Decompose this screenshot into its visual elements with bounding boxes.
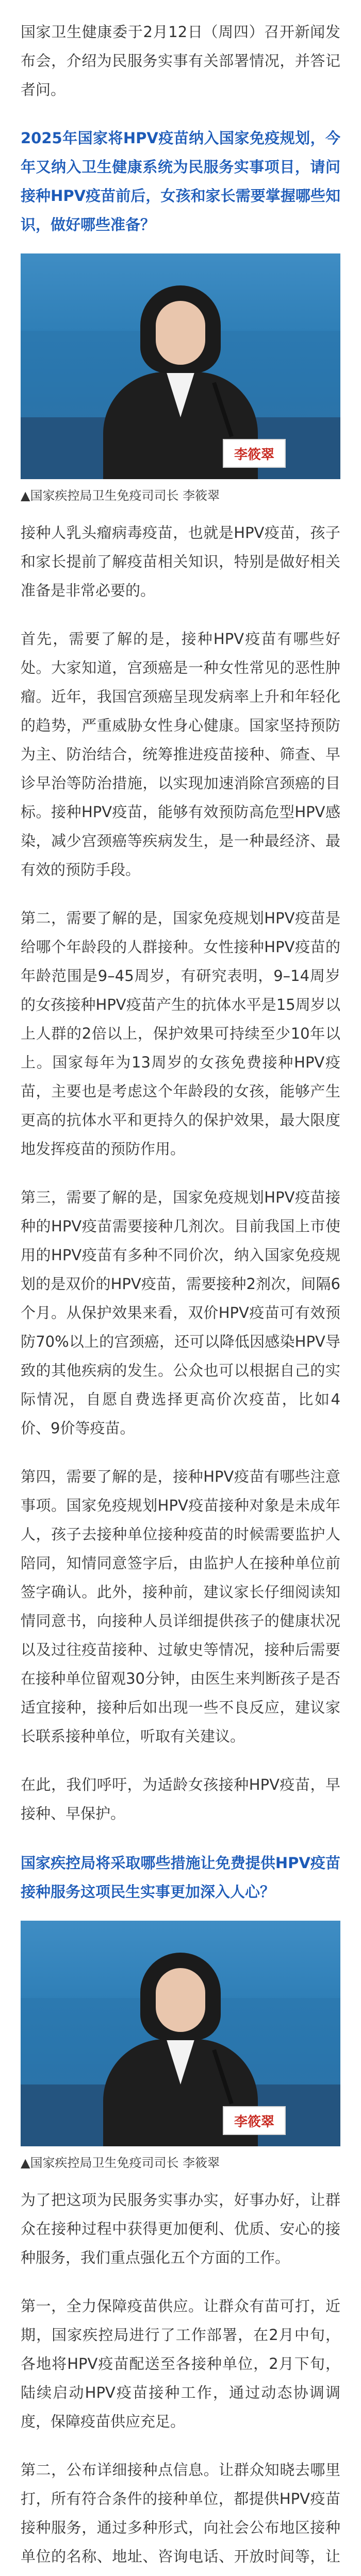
answer-1-paragraph: 第三，需要了解的是，国家免疫规划HPV疫苗接种的HPV疫苗需要接种几剂次。目前我国上市使用的HPV疫苗有多种不同价次，纳入国家免疫规划的是双价的HPV疫苗，需要接种2剂次，间隔6个月。从保护效果来看，双价HPV疫苗可有效预防70%以上的宫颈癌，还可以降低因感染HPV导致的其他疾病的发生。公众也可以根据自己的实际情况，自愿自费选择更高价次疫苗，比如4价、9价等疫苗。 xyxy=(21,1189,340,1437)
question-2: 国家疾控局将采取哪些措施让免费提供HPV疫苗接种服务这项民生实事更加深入人心？ xyxy=(21,1854,340,1901)
spokesperson-photo-2 xyxy=(21,1921,340,2146)
answer-1-paragraph: 第四，需要了解的是，接种HPV疫苗有哪些注意事项。国家免疫规划HPV疫苗接种对象是未成年人，孩子去接种单位接种疫苗的时候需要监护人陪同，知情同意签字后，由监护人在接种单位前签字确认。此外，接种前，建议家长仔细阅读知情同意书，向接种人员详细提供孩子的健康状况以及过往疫苗接种、过敏史等情况，接种后需要在接种单位留观30分钟，由医生来判断孩子是否适宜接种，接种后如出现一些不良反应，建议家长联系接种单位，听取有关建议。 xyxy=(21,1468,340,1745)
photo-caption-2: ▲国家疾控局卫生免疫司司长 李筱翠 xyxy=(21,2156,220,2170)
answer-2 xyxy=(0,2185,361,2576)
answer-1-paragraph: 接种人乳头瘤病毒疫苗，也就是HPV疫苗，孩子和家长提前了解疫苗相关知识，特别是做好相关准备是非常必要的。 xyxy=(21,524,340,599)
nameplate: 李筱翠 xyxy=(223,439,286,468)
answer-2-paragraph: 第二，公布详细接种点信息。让群众知晓去哪里打，所有符合条件的接种单位，都提供HPV疫苗接种服务，通过多种形式，向社会公布地区接种单位的名称、地址、咨询电话、开放时间等，让 xyxy=(21,2461,340,2565)
nameplate: 李筱翠 xyxy=(223,2106,286,2135)
question-1: 2025年国家将HPV疫苗纳入国家免疫规划，今年又纳入卫生健康系统为民服务实事项目，请问接种HPV疫苗前后，女孩和家长需要掌握哪些知识，做好哪些准备？ xyxy=(21,129,340,233)
intro-paragraph: 国家卫生健康委于2月12日（周四）召开新闻发布会，介绍为民服务实事有关部署情况，并答记者问。 xyxy=(21,23,340,98)
spokesperson-photo-1 xyxy=(21,253,340,479)
answer-2-paragraph: 第一，全力保障疫苗供应。让群众有苗可打，近期，国家疾控局进行了工作部署，在2月中旬，各地将HPV疫苗配送至各接种单位，2月下旬，陆续启动HPV疫苗接种工作，通过动态协调调度，保障疫苗供应充足。 xyxy=(21,2297,340,2430)
answer-1-paragraph: 在此，我们呼吁，为适龄女孩接种HPV疫苗，早接种、早保护。 xyxy=(21,1776,340,1822)
answer-2-paragraph: 为了把这项为民服务实事办实，好事办好，让群众在接种过程中获得更加便利、优质、安心的接种服务，我们重点强化五个方面的工作。 xyxy=(21,2191,340,2266)
photo-caption-1: ▲国家疾控局卫生免疫司司长 李筱翠 xyxy=(21,488,220,503)
answer-1-paragraph: 第二，需要了解的是，国家免疫规划HPV疫苗是给哪个年龄段的人群接种。女性接种HPV疫苗的年龄范围是9–45周岁，有研究表明，9–14周岁的女孩接种HPV疫苗产生的抗体水平是15周岁以上人群的2倍以上，保护效果可持续至少10年以上。国家每年为13周岁的女孩免费接种HPV疫苗，主要也是考虑这个年龄段的女孩，能够产生更高的抗体水平和更持久的保护效果，最大限度地发挥疫苗的预防作用。 xyxy=(21,909,340,1158)
answer-1 xyxy=(0,518,361,1828)
answer-1-paragraph: 首先，需要了解的是，接种HPV疫苗有哪些好处。大家知道，宫颈癌是一种女性常见的恶性肿瘤。近年，我国宫颈癌呈现发病率上升和年轻化的趋势，严重威胁女性身心健康。国家坚持预防为主、防治结合，统筹推进疫苗接种、筛查、早诊早治等防治措施，以实现加速消除宫颈癌的目标。接种HPV疫苗，能够有效预防高危型HPV感染，减少宫颈癌等疾病发生，是一种最经济、最有效的预防手段。 xyxy=(21,630,340,878)
